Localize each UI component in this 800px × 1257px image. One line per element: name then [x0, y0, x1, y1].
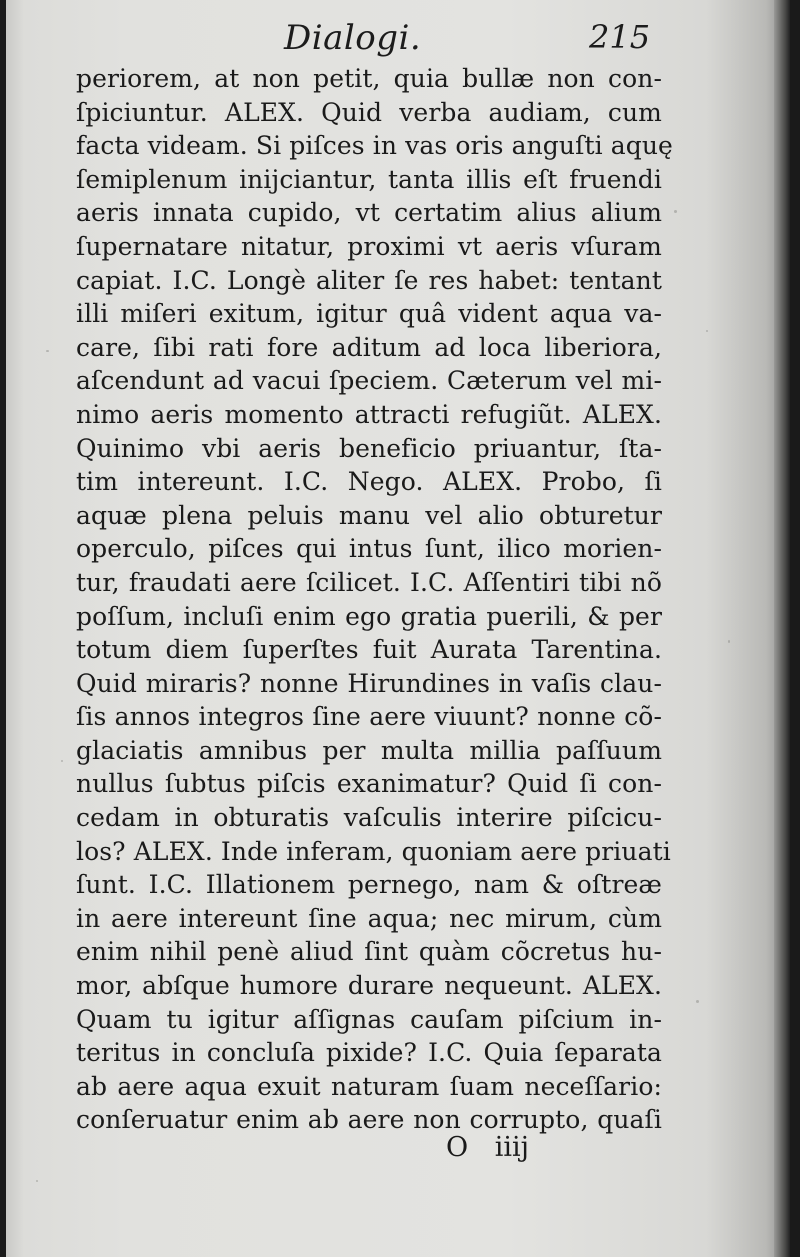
- text-line: totum diem ſuperſtes fuit Aurata Tarentina.: [76, 635, 662, 665]
- signature-number: iiij: [494, 1132, 530, 1163]
- text-line: glaciatis amnibus per multa millia paſſuum: [76, 735, 662, 765]
- body-text: [76, 62, 673, 1137]
- book-page: [6, 0, 790, 1257]
- text-line: tim intereunt. I.C. Nego. ALEX. Probo, ſi: [76, 467, 662, 497]
- text-line: tur, fraudati aere ſcilicet. I.C. Aſſentiri tibi nõ: [76, 567, 662, 597]
- paper-speck: [706, 330, 708, 332]
- page-number: 215: [589, 18, 651, 56]
- paper-speck: [728, 640, 730, 643]
- paper-speck: [46, 350, 49, 352]
- page-footer: [446, 1132, 529, 1163]
- text-line: Quam tu igitur aſſignas cauſam piſcium in-: [76, 1004, 662, 1034]
- text-line: care, ſibi rati fore aditum ad loca liberiora,: [76, 332, 662, 362]
- paper-speck: [36, 1180, 38, 1182]
- text-line: operculo, piſces qui intus ſunt, ilico morien-: [76, 534, 662, 564]
- text-line: enim nihil penè aliud ſint quàm cõcretus hu-: [76, 937, 662, 967]
- text-line: Quinimo vbi aeris beneficio priuantur, ſta-: [76, 433, 662, 463]
- text-line: Quid miraris? nonne Hirundines in vaſis clau-: [76, 668, 662, 698]
- text-line: capiat. I.C. Longè aliter ſe res habet: tentant: [76, 265, 662, 295]
- text-line: nullus ſubtus piſcis exanimatur? Quid ſi con-: [76, 769, 662, 799]
- text-line: aeris innata cupido, vt certatim alius alium: [76, 198, 662, 228]
- text-line: periorem, at non petit, quia bullæ non con-: [76, 64, 662, 93]
- text-line: los? ALEX. Inde inferam, quoniam aere priuati: [76, 836, 671, 866]
- text-line: ſemiplenum inijciantur, tanta illis eſt fruendi: [76, 164, 662, 194]
- text-line: illi miſeri exitum, igitur quâ vident aqua va-: [76, 299, 662, 329]
- text-line: poſſum, incluſi enim ego gratia puerili, & per: [76, 601, 662, 631]
- page-binding-edge: [774, 0, 790, 1257]
- text-line: conſeruatur enim ab aere non corrupto, quaſi: [76, 1105, 662, 1135]
- running-title: Dialogi.: [284, 18, 422, 58]
- text-line: in aere intereunt ſine aqua; nec mirum, cùm: [76, 903, 662, 933]
- text-line: ab aere aqua exuit naturam ſuam neceſſario:: [76, 1071, 662, 1101]
- text-line: ſpiciuntur. ALEX. Quid verba audiam, cum: [76, 97, 662, 127]
- text-line: aſcendunt ad vacui ſpeciem. Cæterum vel mi-: [76, 366, 662, 396]
- text-line: teritus in concluſa pixide? I.C. Quia ſeparata: [76, 1038, 662, 1068]
- text-line: ſupernatare nitatur, proximi vt aeris vſuram: [76, 231, 662, 261]
- page-header: [6, 14, 790, 62]
- text-line: aquæ plena peluis manu vel alio obturetur: [76, 500, 662, 530]
- text-line: ſunt. I.C. Illationem pernego, nam & oſtreæ: [76, 870, 662, 900]
- text-line: cedam in obturatis vaſculis interire piſcicu-: [76, 803, 662, 833]
- signature-mark: O: [446, 1132, 469, 1163]
- text-line: mor, abſque humore durare nequeunt. ALEX.: [76, 971, 662, 1001]
- paper-speck: [61, 760, 63, 762]
- text-line: facta videam. Si piſces in vas oris anguſti aquę: [76, 131, 673, 161]
- paper-speck: [696, 1000, 699, 1003]
- paper-speck: [674, 210, 677, 213]
- text-line: nimo aeris momento attracti refugiũt. ALEX.: [76, 399, 662, 429]
- text-line: ſis annos integros ſine aere viuunt? nonne cõ-: [76, 702, 662, 732]
